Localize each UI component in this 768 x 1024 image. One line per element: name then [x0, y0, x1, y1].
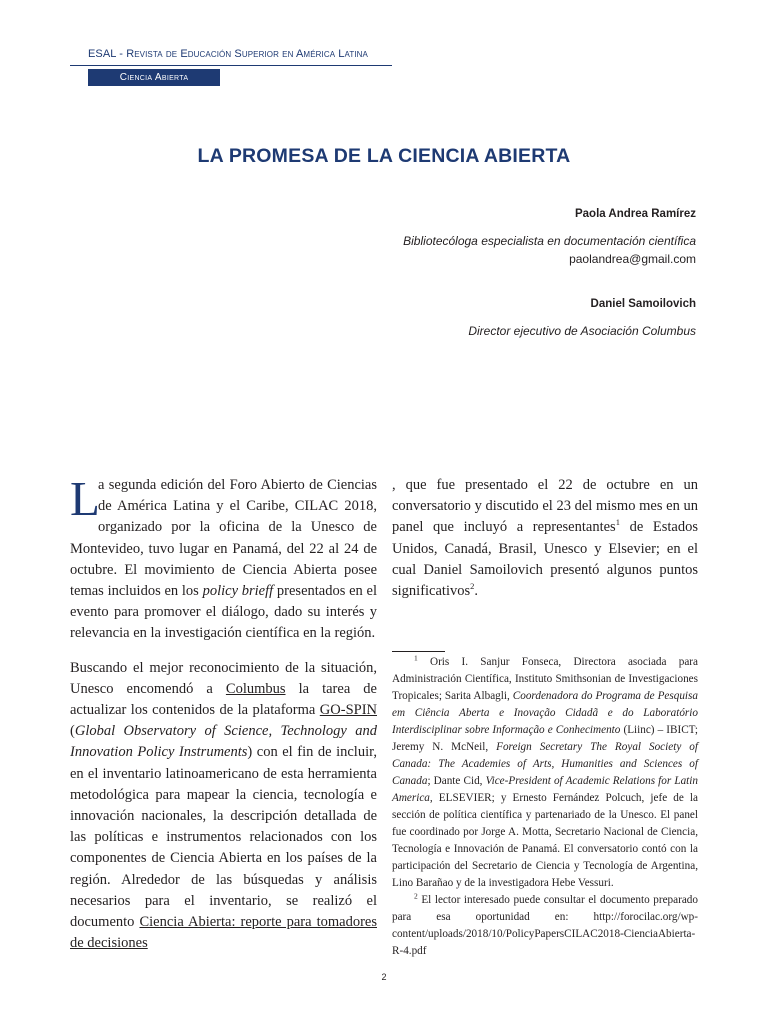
author-2-role: Director ejecutivo de Asociación Columbus — [468, 324, 696, 338]
footnote-1-text-2: (Liinc) – IBICT; Jeremy N. McNeil, — [392, 724, 698, 753]
footnotes — [392, 654, 698, 960]
footnote-ref-2[interactable]: 2 — [470, 581, 475, 592]
author-1-role: Bibliotecóloga especialista en documentación científica — [403, 234, 696, 248]
article-title: LA PROMESA DE LA CIENCIA ABIERTA — [197, 145, 571, 167]
policy-brief-term: policy brieff — [202, 583, 274, 600]
report-link[interactable]: Ciencia Abierta: reporte para tomadores de decisiones — [70, 914, 377, 952]
footnote-1-em-1: Coordenadora do Programa de Pesquisa em Ciência Aberta e Inovação Cidadã e do Laboratório Interdisciplinar sobre Informação e Conhecimento — [392, 690, 698, 736]
footnote-1-text-3: ; Dante Cid, — [427, 775, 486, 787]
body-left-column — [70, 471, 378, 954]
footnote-1 — [392, 654, 698, 892]
paragraph-2-text: Buscando el mejor reconocimiento de la situación, Unesco encomendó a — [70, 659, 377, 697]
journal-header — [88, 48, 392, 60]
footnote-1-em-2: Foreign Secretary The Royal Society of Canada: The Academies of Arts, Humanities and Sciences of Canada — [392, 741, 698, 787]
author-1-name: Paola Andrea Ramírez — [574, 208, 696, 220]
paragraph-1 — [70, 471, 378, 645]
footnote-rule — [392, 651, 445, 652]
author-2-name: Daniel Samoilovich — [590, 298, 696, 310]
columbus-link[interactable]: Columbus — [225, 680, 286, 697]
body-right-column — [392, 475, 698, 602]
drop-cap: L — [70, 471, 100, 526]
paragraph-2 — [70, 658, 377, 955]
footnote-ref-1[interactable]: 1 — [615, 517, 620, 528]
paragraph-1-text: a segunda edición del Foro Abierto de Ciencias de América Latina y el Caribe, CILAC 2018, organizado por la oficina de la Unesco de Montevideo, tuvo lugar en Panamá, del 22 al 24 de octubre. El movimiento de Ciencia Abierta posee temas incluidos en los — [70, 477, 377, 600]
go-spin-expansion: Global Observatory of Science, Technology and Innovation Policy Instruments — [70, 723, 377, 761]
paragraph-3 — [392, 475, 698, 602]
footnote-1-text: Oris I. Sanjur Fonseca, Directora asociada para Administración Científica, Instituto Smithsonian de Investigaciones Tropicales; Sarita Albagli, — [392, 656, 698, 702]
footnote-2 — [392, 892, 698, 960]
paragraph-2-text-4: ) con el fin de incluir, en el inventario latinoamericano de esta herramienta metodológica para mapear la ciencia, tecnología e innovación nacionales, la descripción detallada de las políticas e instrumentos relacionados con los componentes de Ciencia Abierta en los países de la región. Alrededor de las búsquedas y análisis necesarios para el inventario, se realizó el documento — [70, 744, 377, 931]
author-1-email[interactable]: paolandrea@gmail.com — [569, 252, 696, 266]
section-label-text: Ciencia Abierta — [119, 72, 189, 83]
go-spin-link[interactable]: GO-SPIN — [319, 702, 377, 719]
paragraph-3-text: , que fue presentado el 22 de octubre en un conversatorio y discutido el 23 del mismo mes en un panel que incluyó a representantes — [392, 477, 698, 536]
author-2 — [468, 296, 696, 340]
header-rule — [70, 65, 392, 66]
paragraph-1-text-end: presentados en el evento para promover el diálogo, dado su interés y relevancia en la investigación científica en la región. — [70, 583, 378, 642]
paragraph-3-text-2: de Estados Unidos, Canadá, Brasil, Unesco y Elsevier; en el cual Daniel Samoilovich presentó algunos puntos significativos — [392, 519, 698, 600]
footnote-1-text-4: ELSEVIER; y Ernesto Fernández Polcuch, jefe de la sección de política científica y partenariado de la Unesco. El panel fue coordinado por Jorge A. Motta, Secretario Nacional de Ciencia, Tecnología e Innovación de Panamá. El conversatorio contó con la participación del Secretario de Ciencia y Tecnología de Argentina, Lino Barañao y de la investigadora Hebe Vessuri. — [392, 792, 698, 889]
journal-title: ESAL - Revista de Educación Superior en América Latina — [88, 48, 368, 60]
paragraph-2-text-3: ( — [70, 723, 75, 740]
footnote-2-text: El lector interesado puede consultar el documento preparado para esa oportunidad en: http://forocilac.org/wp-content/uploads/2018/10/PolicyPapersCILAC2018-CienciaAbierta-R-4.pdf — [392, 894, 698, 957]
page-number: 2 — [381, 972, 387, 982]
footnote-1-number: 1 — [414, 653, 418, 663]
footnote-1-em-3: Vice-President of Academic Relations for Latin America, — [392, 775, 698, 804]
author-1 — [403, 206, 696, 268]
paragraph-2-text-2: la tarea de actualizar los contenidos de la plataforma — [70, 680, 377, 719]
section-label — [88, 69, 220, 86]
footnote-2-number: 2 — [414, 891, 418, 901]
paragraph-3-text-end: . — [474, 583, 479, 600]
